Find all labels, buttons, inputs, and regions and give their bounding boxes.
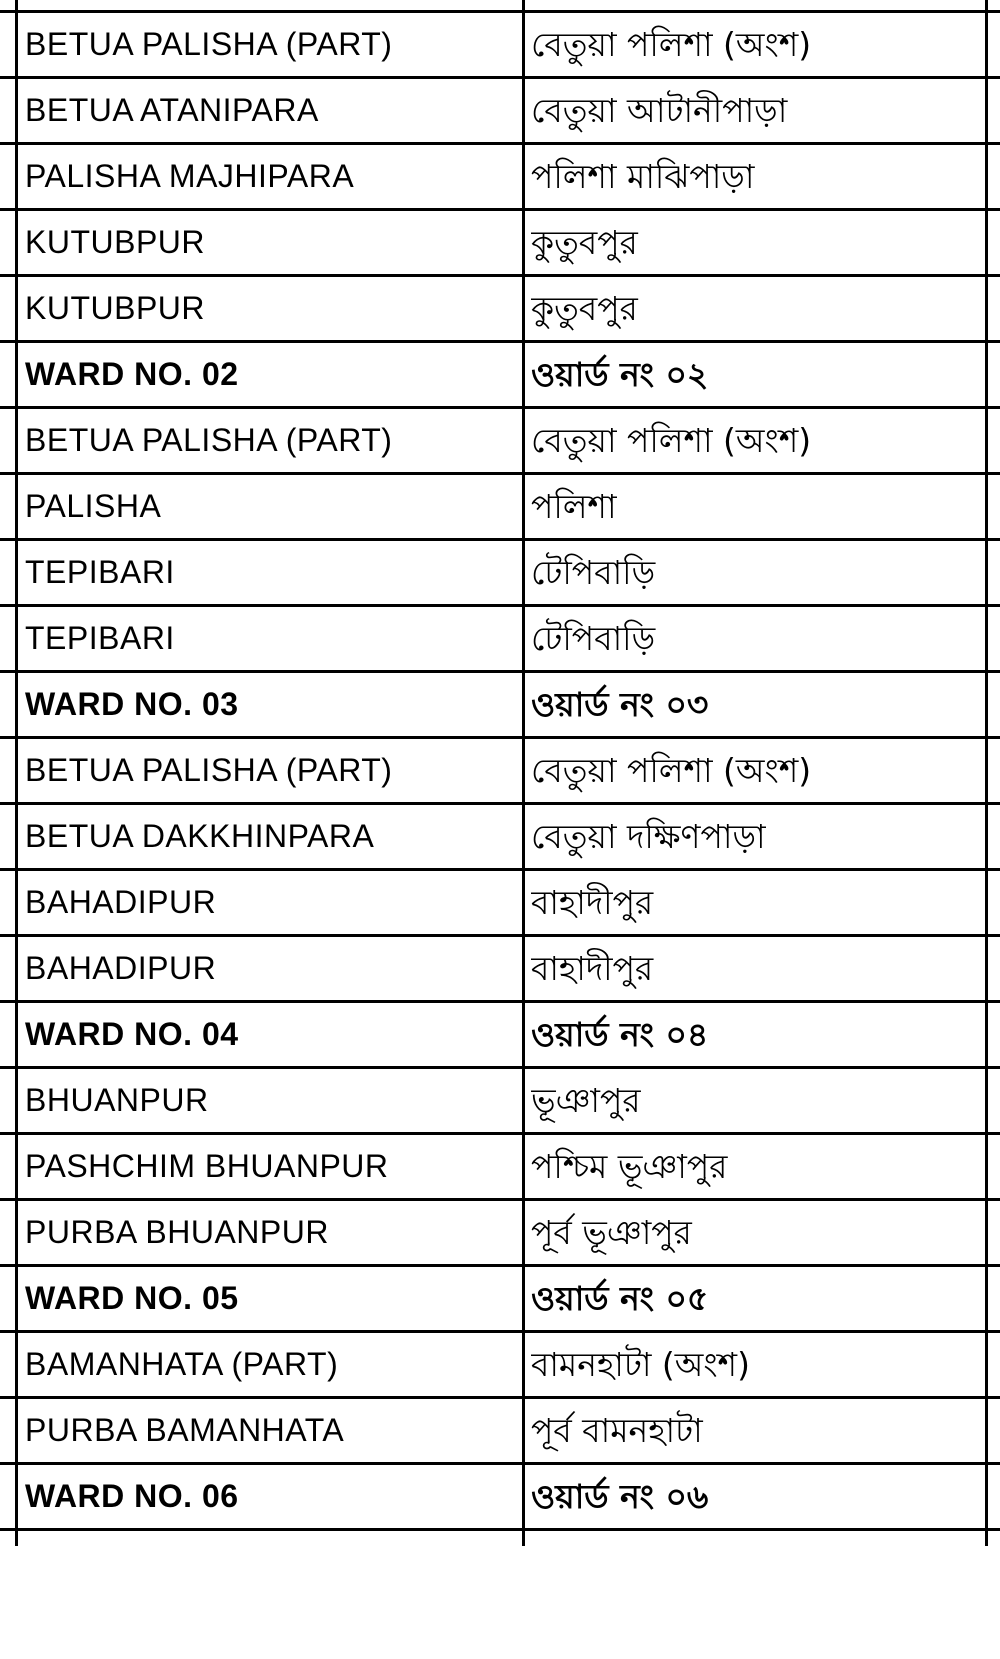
village-name-english: TEPIBARI <box>25 620 175 656</box>
table-row <box>0 277 1000 343</box>
table-row <box>0 805 1000 871</box>
ward-label-bengali: ওয়ার্ড নং ০৩ <box>531 685 709 724</box>
table-left-border <box>15 0 18 1546</box>
table-row <box>0 1333 1000 1399</box>
village-name-english: PALISHA <box>25 488 162 524</box>
village-name-english: KUTUBPUR <box>25 290 206 326</box>
ward-header-row <box>0 1267 1000 1333</box>
ward-header-row <box>0 343 1000 409</box>
ward-header-row <box>0 1465 1000 1531</box>
village-name-bengali: পূর্ব ভূঞাপুর <box>531 1213 692 1252</box>
table-row <box>0 1135 1000 1201</box>
village-name-bengali: কুতুবপুর <box>531 223 638 262</box>
village-name-english: BETUA ATANIPARA <box>25 92 319 128</box>
ward-label-english: WARD NO. 02 <box>25 356 239 392</box>
village-name-english: BETUA PALISHA (PART) <box>25 26 393 62</box>
village-name-english: BETUA PALISHA (PART) <box>25 752 393 788</box>
table-right-border <box>985 0 988 1546</box>
village-name-bengali: বেতুয়া দক্ষিণপাড়া <box>531 817 766 856</box>
village-name-bengali: বেতুয়া পলিশা (অংশ) <box>531 421 812 460</box>
table-row <box>0 13 1000 79</box>
village-name-english: BAHADIPUR <box>25 884 217 920</box>
village-name-english: KUTUBPUR <box>25 224 206 260</box>
table-row <box>0 1201 1000 1267</box>
ward-label-bengali: ওয়ার্ড নং ০২ <box>531 355 709 394</box>
village-name-bengali: ভূঞাপুর <box>531 1081 641 1120</box>
table-row <box>0 1399 1000 1465</box>
village-name-bengali: টেপিবাড়ি <box>531 553 656 592</box>
table-row <box>0 607 1000 673</box>
village-name-english: PASHCHIM BHUANPUR <box>25 1148 389 1184</box>
ward-label-english: WARD NO. 06 <box>25 1478 239 1514</box>
village-name-bengali: টেপিবাড়ি <box>531 619 656 658</box>
ward-header-row <box>0 1003 1000 1069</box>
village-name-english: BETUA PALISHA (PART) <box>25 422 393 458</box>
village-name-bengali: বাহাদীপুর <box>531 949 654 988</box>
ward-header-row <box>0 673 1000 739</box>
table-row <box>0 871 1000 937</box>
village-name-bengali: বেতুয়া পলিশা (অংশ) <box>531 751 812 790</box>
table-row <box>0 211 1000 277</box>
village-name-english: PALISHA MAJHIPARA <box>25 158 355 194</box>
table-row <box>0 409 1000 475</box>
village-name-bengali: পলিশা <box>531 487 617 526</box>
village-name-bengali: পশ্চিম ভূঞাপুর <box>531 1147 728 1186</box>
ward-label-bengali: ওয়ার্ড নং ০৪ <box>531 1015 709 1054</box>
ward-label-english: WARD NO. 03 <box>25 686 239 722</box>
table-row <box>0 541 1000 607</box>
village-name-bengali: বামনহাটা (অংশ) <box>531 1345 750 1384</box>
table-row <box>0 475 1000 541</box>
table-row <box>0 1069 1000 1135</box>
village-name-english: BHUANPUR <box>25 1082 209 1118</box>
table-row <box>0 937 1000 1003</box>
column-divider <box>522 0 525 1546</box>
table-row <box>0 79 1000 145</box>
village-name-bengali: পূর্ব বামনহাটা <box>531 1411 703 1450</box>
village-name-bengali: কুতুবপুর <box>531 289 638 328</box>
table-row <box>0 145 1000 211</box>
ward-label-english: WARD NO. 04 <box>25 1016 239 1052</box>
village-name-english: BAHADIPUR <box>25 950 217 986</box>
village-name-english: TEPIBARI <box>25 554 175 590</box>
village-name-bengali: পলিশা মাঝিপাড়া <box>531 157 755 196</box>
village-name-bengali: বেতুয়া পলিশা (অংশ) <box>531 25 812 64</box>
village-name-english: BAMANHATA (PART) <box>25 1346 339 1382</box>
village-name-english: BETUA DAKKHINPARA <box>25 818 375 854</box>
village-name-bengali: বেতুয়া আটানীপাড়া <box>531 91 788 130</box>
ward-label-english: WARD NO. 05 <box>25 1280 239 1316</box>
village-name-bengali: বাহাদীপুর <box>531 883 654 922</box>
table-row <box>0 739 1000 805</box>
previous-row-fragment <box>0 0 1000 10</box>
ward-label-bengali: ওয়ার্ড নং ০৫ <box>531 1279 709 1318</box>
village-name-english: PURBA BAMANHATA <box>25 1412 345 1448</box>
village-name-english: PURBA BHUANPUR <box>25 1214 329 1250</box>
ward-label-bengali: ওয়ার্ড নং ০৬ <box>531 1477 709 1516</box>
